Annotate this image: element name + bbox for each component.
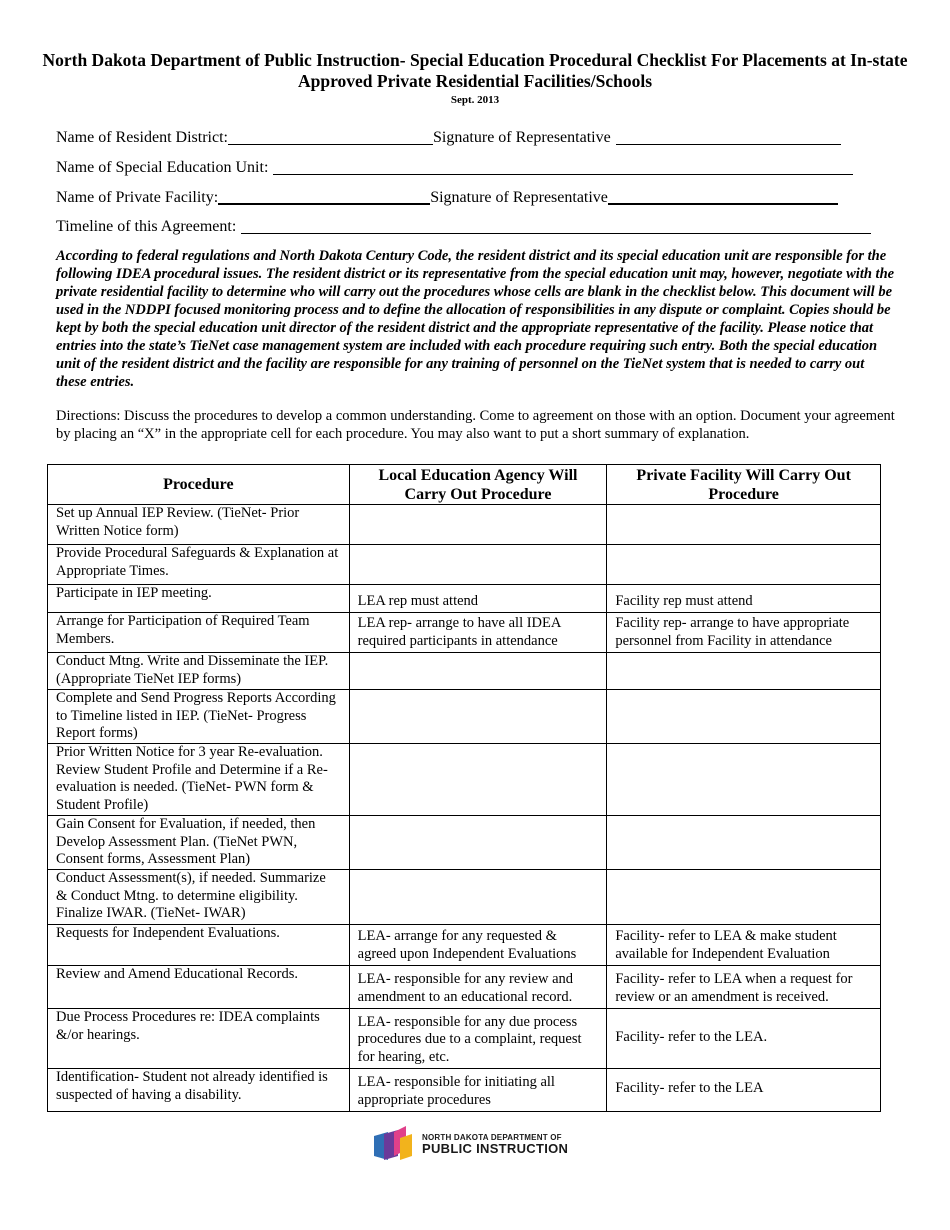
private-facility-line[interactable] <box>218 202 430 205</box>
facility-cell[interactable] <box>607 870 881 925</box>
table-row <box>48 870 881 925</box>
document-date: Sept. 2013 <box>450 94 500 106</box>
lea-cell[interactable]: LEA- responsible for any due process procedures due to a complaint, request for hearing, etc. <box>349 1009 607 1069</box>
header-procedure: Procedure <box>48 465 350 505</box>
facility-cell[interactable] <box>607 545 881 585</box>
intro-paragraph: According to federal regulations and North Dakota Century Code, the resident district and its special education unit are responsible for the following IDEA procedural issues. The resident district or its representative from the special education unit may, however, negotiate with the private residential facility to determine who will carry out the procedures whose cells are blank in the checklist below. This document will be used in the NDDPI focused monitoring process and to define the allocation of responsibilities in any dispute or complaint. Copies should be kept by both the special education unit director of the resident district and the appropriate representative of the facility. Please notice that entries into the state’s TieNet case management system are included with each procedure requiring such entry. Both the special education unit of the resident district and the facility are responsible for any training of personnel on the TieNet system that is needed to carry out these entries. <box>56 248 895 390</box>
ndpi-logo-mark-icon <box>374 1126 414 1162</box>
table-row <box>48 653 881 690</box>
private-facility-label: Name of Private Facility: <box>56 189 219 206</box>
signature2-line[interactable] <box>608 202 838 205</box>
timeline-label: Timeline of this Agreement: <box>56 218 237 235</box>
lea-cell[interactable]: LEA- responsible for initiating all appropriate procedures <box>349 1069 607 1112</box>
procedure-cell: Gain Consent for Evaluation, if needed, then Develop Assessment Plan. (TieNet PWN, Consent forms, Assessment Plan) <box>48 816 350 870</box>
procedure-cell: Participate in IEP meeting. <box>48 585 350 613</box>
procedure-cell: Conduct Mtng. Write and Disseminate the IEP. (Appropriate TieNet IEP forms) <box>48 653 350 690</box>
logo-line2: PUBLIC INSTRUCTION <box>422 1141 569 1156</box>
logo-line1: NORTH DAKOTA DEPARTMENT OF <box>422 1133 562 1142</box>
table-header-row <box>48 465 881 505</box>
special-ed-unit-label: Name of Special Education Unit: <box>56 159 269 176</box>
procedure-cell: Provide Procedural Safeguards & Explanation at Appropriate Times. <box>48 545 350 585</box>
procedure-table <box>47 464 881 1112</box>
lea-cell[interactable]: LEA rep must attend <box>349 585 607 613</box>
table-row <box>48 966 881 1009</box>
table-row <box>48 1069 881 1112</box>
signature1-line[interactable] <box>616 143 841 145</box>
procedure-cell: Complete and Send Progress Reports According to Timeline listed in IEP. (TieNet- Progress Report forms) <box>48 690 350 744</box>
facility-cell[interactable]: Facility- refer to LEA & make student available for Independent Evaluation <box>607 925 881 966</box>
facility-cell[interactable]: Facility- refer to LEA when a request for review or an amendment is received. <box>607 966 881 1009</box>
table-row <box>48 744 881 816</box>
signature2-label: Signature of Representative <box>430 189 608 206</box>
private-facility-row <box>56 189 838 207</box>
resident-district-label: Name of Resident District: <box>56 129 228 146</box>
directions-paragraph: Directions: Discuss the procedures to develop a common understanding. Come to agreement on those with an option. Document your agreement by placing an “X” in the appropriate cell for each procedure. You may also want to put a short summary of explanation. <box>56 408 895 442</box>
lea-cell[interactable] <box>349 690 607 744</box>
lea-cell[interactable]: LEA- arrange for any requested & agreed upon Independent Evaluations <box>349 925 607 966</box>
timeline-line[interactable] <box>241 232 871 234</box>
resident-district-row <box>56 129 841 147</box>
table-row <box>48 690 881 744</box>
lea-cell[interactable] <box>349 744 607 816</box>
facility-cell[interactable] <box>607 816 881 870</box>
procedure-cell: Requests for Independent Evaluations. <box>48 925 350 966</box>
facility-cell[interactable] <box>607 744 881 816</box>
procedure-cell: Conduct Assessment(s), if needed. Summarize & Conduct Mtng. to determine eligibility. Finalize IWAR. (TieNet- IWAR) <box>48 870 350 925</box>
ndpi-logo <box>374 1124 568 1164</box>
table-row <box>48 925 881 966</box>
lea-cell[interactable] <box>349 816 607 870</box>
special-ed-unit-row <box>56 159 853 177</box>
procedure-cell: Identification- Student not already identified is suspected of having a disability. <box>48 1069 350 1112</box>
table-row <box>48 613 881 653</box>
special-ed-unit-line[interactable] <box>273 173 853 175</box>
facility-cell[interactable] <box>607 653 881 690</box>
table-row <box>48 816 881 870</box>
facility-cell[interactable] <box>607 690 881 744</box>
header-facility: Private Facility Will Carry Out Procedure <box>607 465 881 505</box>
table-row <box>48 545 881 585</box>
resident-district-line[interactable] <box>228 143 433 145</box>
lea-cell[interactable] <box>349 653 607 690</box>
procedure-cell: Set up Annual IEP Review. (TieNet- Prior Written Notice form) <box>48 505 350 545</box>
document-title: North Dakota Department of Public Instruction- Special Education Procedural Checklist For Placements at In-state Approved Private Residential Facilities/Schools <box>42 50 908 91</box>
procedure-cell: Arrange for Participation of Required Team Members. <box>48 613 350 653</box>
facility-cell[interactable]: Facility rep- arrange to have appropriate personnel from Facility in attendance <box>607 613 881 653</box>
timeline-row <box>56 218 871 236</box>
facility-cell[interactable]: Facility rep must attend <box>607 585 881 613</box>
header-lea: Local Education Agency Will Carry Out Procedure <box>349 465 607 505</box>
signature1-label: Signature of Representative <box>432 129 611 146</box>
table-row <box>48 1009 881 1069</box>
facility-cell[interactable] <box>607 505 881 545</box>
lea-cell[interactable] <box>349 545 607 585</box>
facility-cell[interactable]: Facility- refer to the LEA <box>607 1069 881 1112</box>
lea-cell[interactable]: LEA- responsible for any review and amendment to an educational record. <box>349 966 607 1009</box>
procedure-cell: Review and Amend Educational Records. <box>48 966 350 1009</box>
table-row <box>48 505 881 545</box>
lea-cell[interactable]: LEA rep- arrange to have all IDEA required participants in attendance <box>349 613 607 653</box>
procedure-cell: Prior Written Notice for 3 year Re-evaluation. Review Student Profile and Determine if a Re-evaluation is needed. (TieNet- PWN form & Student Profile) <box>48 744 350 816</box>
procedure-cell: Due Process Procedures re: IDEA complaints &/or hearings. <box>48 1009 350 1069</box>
lea-cell[interactable] <box>349 505 607 545</box>
table-row <box>48 585 881 613</box>
lea-cell[interactable] <box>349 870 607 925</box>
facility-cell[interactable]: Facility- refer to the LEA. <box>607 1009 881 1069</box>
